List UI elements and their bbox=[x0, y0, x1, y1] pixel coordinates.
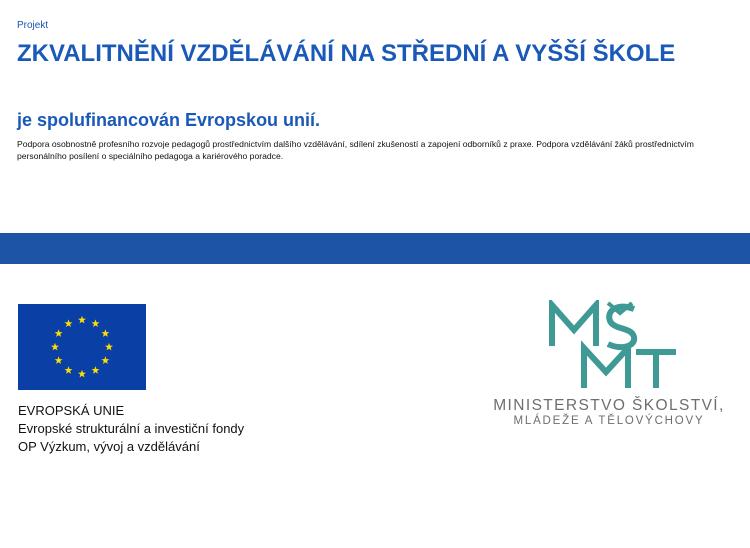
eu-caption-line-3: OP Výzkum, vývoj a vzdělávání bbox=[18, 439, 200, 454]
eu-caption-line-2: Evropské strukturální a investiční fondy bbox=[18, 421, 245, 436]
project-title: ZKVALITNĚNÍ VZDĚLÁVÁNÍ NA STŘEDNÍ A VYŠŠÍ ŠKOLE bbox=[17, 40, 676, 67]
msmt-subname: MLÁDEŽE A TĚLOVÝCHOVY bbox=[513, 415, 705, 427]
blue-band bbox=[0, 233, 750, 264]
eu-star-icon bbox=[101, 329, 109, 337]
project-description: Podpora osobnostně profesního rozvoje pedagogů prostřednictvím dalšího vzdělávání, sdílení zkušeností a zapojení odborníků z praxe. Podpora vzdělávání žáků prostřednictvím personálního posílení o speciálního pedagoga a kariérového poradce. bbox=[17, 139, 694, 161]
project-kicker: Projekt bbox=[17, 20, 49, 31]
eu-caption-line-1: EVROPSKÁ UNIE bbox=[18, 403, 125, 418]
eu-star-icon bbox=[65, 319, 73, 327]
eu-star-icon bbox=[78, 370, 86, 378]
eu-star-icon bbox=[51, 343, 59, 351]
msmt-name: MINISTERSTVO ŠKOLSTVÍ, bbox=[493, 397, 725, 414]
eu-star-icon bbox=[65, 366, 73, 374]
eu-star-icon bbox=[78, 316, 86, 324]
msmt-logo-icon bbox=[548, 300, 680, 392]
eu-star-icon bbox=[92, 366, 100, 374]
eu-star-icon bbox=[101, 356, 109, 364]
eu-star-icon bbox=[92, 319, 100, 327]
eu-caption bbox=[18, 402, 244, 456]
eu-flag-icon bbox=[18, 304, 146, 390]
eu-star-icon bbox=[55, 329, 63, 337]
eu-star-icon bbox=[55, 356, 63, 364]
project-subtitle: je spolufinancován Evropskou unií. bbox=[17, 110, 321, 130]
eu-star-icon bbox=[105, 343, 113, 351]
